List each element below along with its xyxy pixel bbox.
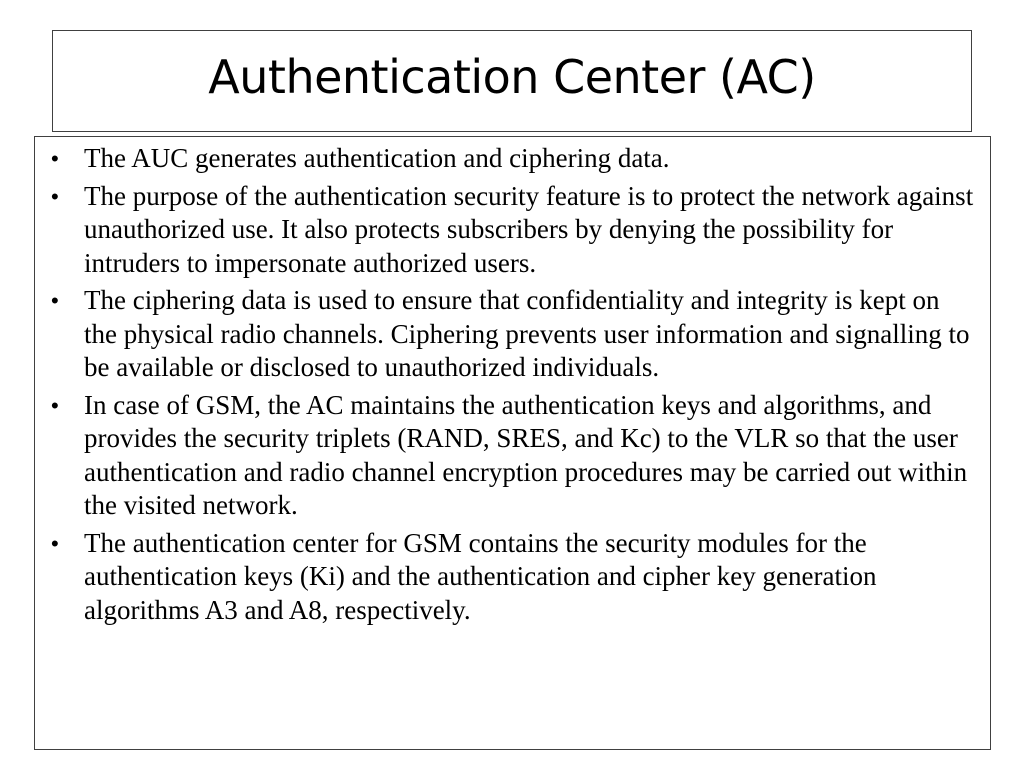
bullet-item — [47, 389, 978, 523]
bullet-text: The purpose of the authentication security feature is to protect the network against unauthorized use. It also protects subscribers by denying the possibility for intruders to impersonate authorized users. — [84, 180, 974, 278]
bullet-icon: • — [51, 288, 59, 313]
bullet-text: The AUC generates authentication and ciphering data. — [84, 143, 670, 173]
bullet-icon: • — [51, 530, 59, 556]
bullet-text: The ciphering data is used to ensure that confidentiality and integrity is kept on the physical radio channels. Ciphering prevents user information and signalling to be available or disclosed to unauthorized individuals. — [84, 285, 970, 382]
bullet-icon: • — [51, 392, 59, 418]
bullet-text: In case of GSM, the AC maintains the authentication keys and algorithms, and provides the security triplets (RAND, SRES, and Kc) to the VLR so that the user authentication and radio channel encryption procedures may be carried out within the visited network. — [84, 389, 968, 520]
bullet-item — [47, 142, 978, 176]
bullet-item — [47, 527, 978, 628]
bullet-item — [47, 284, 978, 385]
slide-title: Authentication Center (AC) — [208, 50, 816, 104]
bullet-item — [47, 180, 978, 281]
content-frame — [34, 136, 991, 750]
bullet-list — [47, 142, 978, 627]
bullet-icon: • — [51, 146, 59, 171]
bullet-icon: • — [51, 183, 59, 209]
title-frame — [52, 30, 972, 132]
bullet-text: The authentication center for GSM contains the security modules for the authentication keys (Ki) and the authentication and cipher key generation algorithms A3 and A8, respectively. — [84, 527, 877, 625]
